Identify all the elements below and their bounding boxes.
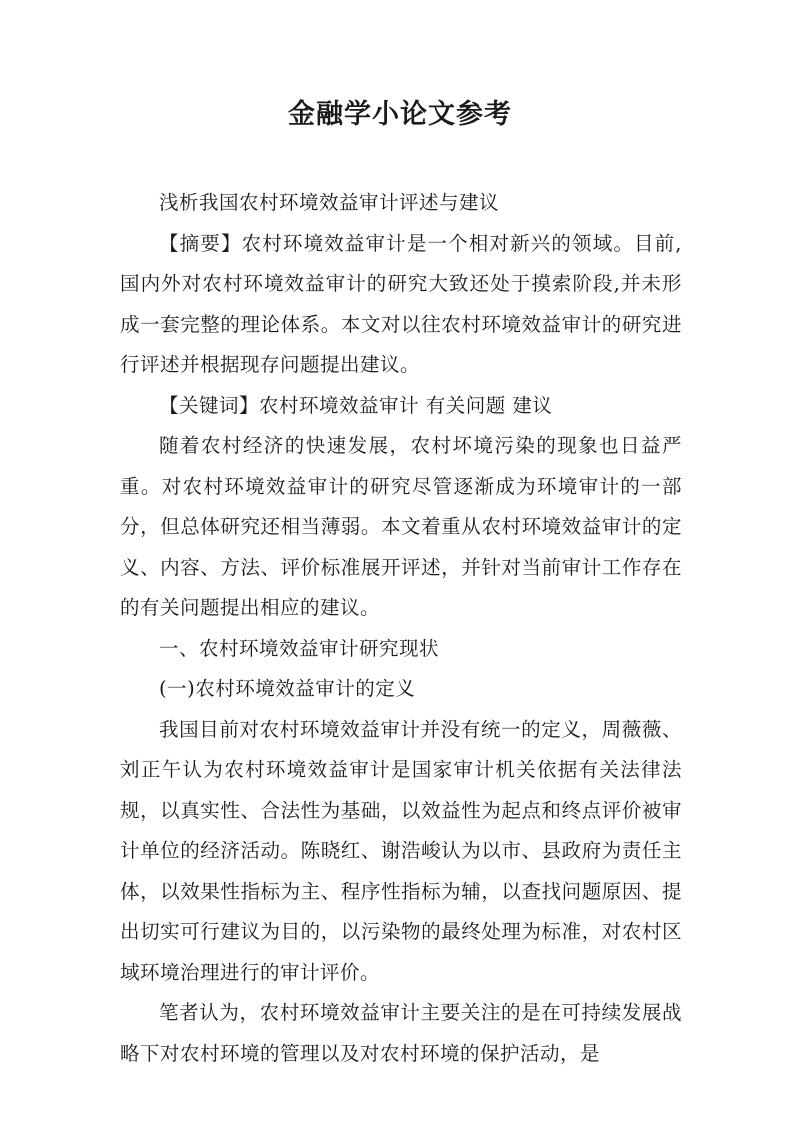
paragraph-intro: 随着农村经济的快速发展，农村坏境污染的现象也日益严重。对农村环境效益审计的研究尽管逐渐成为环境审计的一部分，但总体研究还相当薄弱。本文着重从农村环境效益审计的定义、内容、方法、评价标准展开评述，并针对当前审计工作存在的有关问题提出相应的建议。 [120,434,682,619]
paragraph-definition: 我国目前对农村环境效益审计并没有统一的定义，周薇薇、刘正午认为农村环境效益审计是国家审计机关依据有关法律法规，以真实性、合法性为基础，以效益性为起点和终点评价被审计单位的经济活动。陈晓红、谢浩峻认为以市、县政府为责任主体，以效果性指标为主、程序性指标为辅，以查找问题原因、提出切实可行建议为目的，以污染物的最终处理为标准，对农村区域环境治理进行的审计评价。 [120,717,682,984]
subsection-heading-1: (一)农村环境效益审计的定义 [159,677,416,700]
document-body [120,183,682,1074]
section-heading-1: 一、农村环境效益审计研究现状 [159,636,440,660]
paragraph-keywords: 【关键词】农村环境效益审计 有关问题 建议 [159,393,553,417]
paragraph-author-view: 笔者认为，农村环境效益审计主要关注的是在可持续发展战略下对农村环境的管理以及对农村环境的保护活动，是 [120,1001,682,1065]
paragraph-abstract: 【摘要】农村环境效益审计是一个相对新兴的领域。目前,国内外对农村环境效益审计的研究大致还处于摸索阶段,并未形成一套完整的理论体系。本文对以往农村环境效益审计的研究进行评述并根据现存问题提出建议。 [120,231,682,376]
document-title: 金融学小论文参考 [288,99,512,130]
paragraph-subtitle: 浅析我国农村环境效益审计评述与建议 [159,191,500,214]
